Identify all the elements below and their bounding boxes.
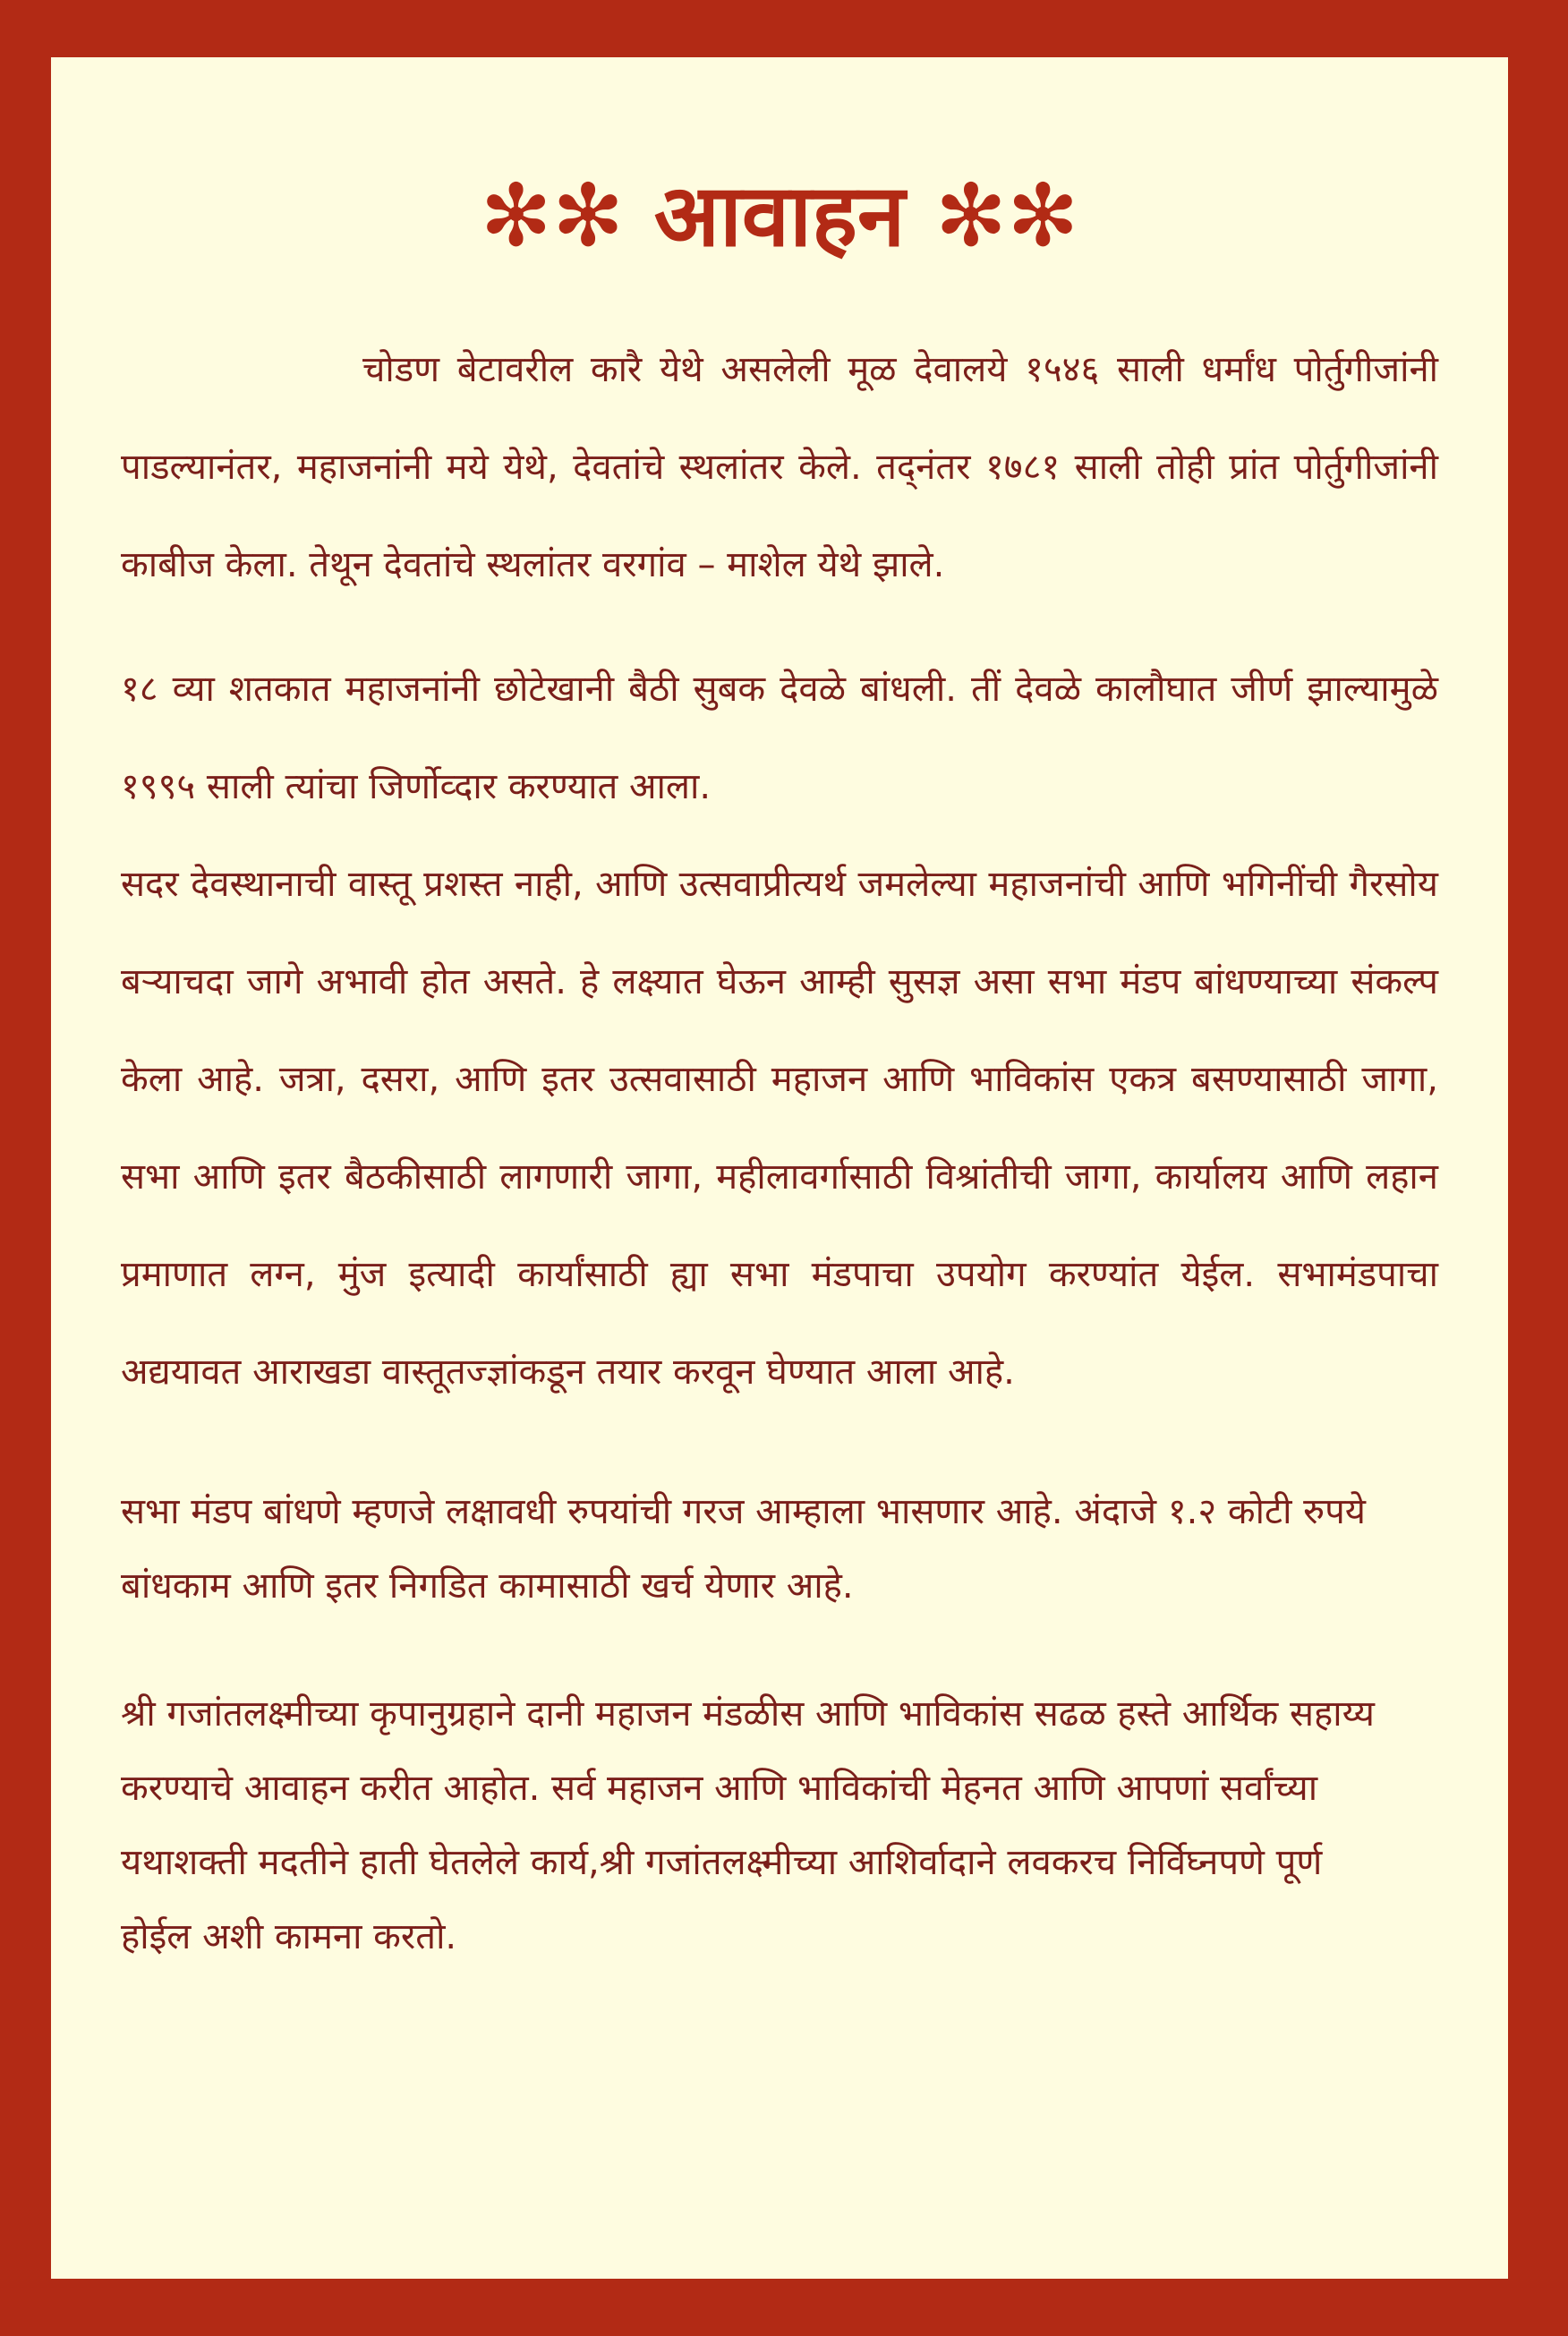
paragraph-donation-appeal: श्री गजांतलक्ष्मीच्या कृपानुग्रहाने दानी महाजन मंडळीस आणि भाविकांस सढळ हस्ते आर्थिक सहाय्य करण्याचे आवाहन करीत आहोत. सर्व महाजन आणि भाविकांची मेहनत आणि आपणां सर्वांच्या यथाशक्ती मदतीने हाती घेतलेले कार्य,श्री गजांतलक्ष्मीच्या आशिर्वादाने लवकरच निर्विघ्नपणे पूर्ण होईल अशी कामना करतो. — [121, 1693, 1375, 1958]
page-title: ✻✻ आवाहन ✻✻ — [480, 166, 1079, 266]
paragraph-temples: १८ व्या शतकात महाजनांनी छोटेखानी बैठी सुबक देवळे बांधली. तीं देवळे कालौघात जीर्ण झाल्यामुळे १९९५ साली त्यांचा जिर्णोव्दार करण्यात आला. — [121, 669, 1438, 808]
paragraph-history: चोडण बेटावरील कारै येथे असलेली मूळ देवालये १५४६ साली धर्मांध पोर्तुगीजांनी पाडल्यानंतर, महाजनांनी मये येथे, देवतांचे स्थलांतर केले. तद्नंतर १७८१ साली तोही प्रांत पोर्तुगीजांनी काबीज केला. तेथून देवतांचे स्थलांतर वरगांव – माशेल येथे झाले. — [121, 349, 1438, 586]
appeal-document — [51, 57, 1508, 2279]
paragraph-mandap-plan: सदर देवस्थानाची वास्तू प्रशस्त नाही, आणि उत्सवाप्रीत्यर्थ जमलेल्या महाजनांची आणि भगिनींची गैरसोय बऱ्याचदा जागे अभावी होत असते. हे लक्ष्यात घेऊन आम्ही सुसज्ञ असा सभा मंडप बांधण्याच्या संकल्प केला आहे. जत्रा, दसरा, आणि इतर उत्सवासाठी महाजन आणि भाविकांस एकत्र बसण्यासाठी जागा, सभा आणि इतर बैठकीसाठी लागणारी जागा, महीलावर्गासाठी विश्रांतीची जागा, कार्यालय आणि लहान प्रमाणात लग्न, मुंज इत्यादी कार्यांसाठी ह्या सभा मंडपाचा उपयोग करण्यांत येईल. सभामंडपाचा अद्ययावत आराखडा वास्तूतज्ज्ञांकडून तयार करवून घेण्यात आला आहे. — [121, 864, 1438, 1394]
paragraph-cost-estimate: सभा मंडप बांधणे म्हणजे लक्षावधी रुपयांची गरज आम्हाला भासणार आहे. अंदाजे १.२ कोटी रुपये बांधकाम आणि इतर निगडित कामासाठी खर्च येणार आहे. — [121, 1491, 1367, 1607]
